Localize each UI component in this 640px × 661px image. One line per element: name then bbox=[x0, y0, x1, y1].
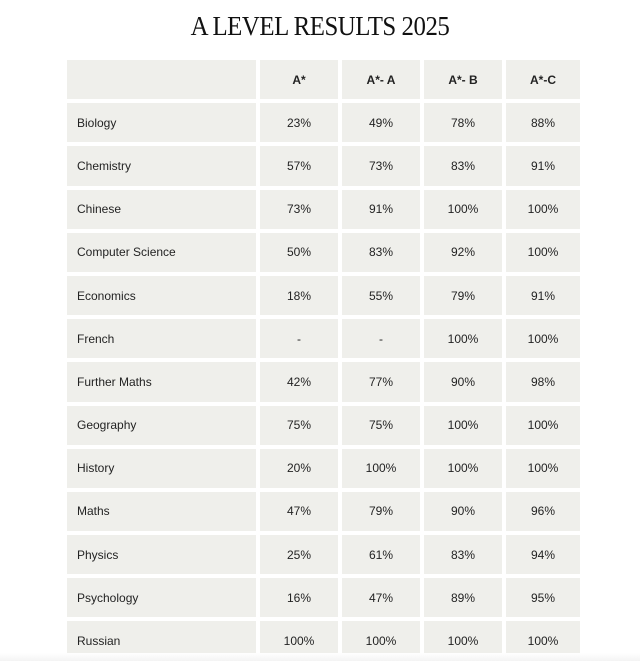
result-cell: 100% bbox=[506, 190, 580, 229]
result-cell: 47% bbox=[260, 492, 338, 531]
result-cell: 20% bbox=[260, 449, 338, 488]
result-cell: 94% bbox=[506, 535, 580, 574]
result-cell: 100% bbox=[424, 406, 502, 445]
results-table bbox=[67, 60, 577, 661]
result-cell: 100% bbox=[260, 621, 338, 660]
result-cell: 18% bbox=[260, 276, 338, 315]
result-cell: 79% bbox=[424, 276, 502, 315]
column-header-a-star-to-a: A*- A bbox=[342, 60, 420, 99]
result-cell: 100% bbox=[424, 190, 502, 229]
result-cell: 49% bbox=[342, 103, 420, 142]
result-cell: 61% bbox=[342, 535, 420, 574]
table-header-corner bbox=[67, 60, 256, 99]
result-cell: 90% bbox=[424, 492, 502, 531]
column-header-a-star-to-c: A*-C bbox=[506, 60, 580, 99]
result-cell: 73% bbox=[342, 146, 420, 185]
result-cell: 57% bbox=[260, 146, 338, 185]
subject-label: Physics bbox=[67, 535, 256, 574]
result-cell: 79% bbox=[342, 492, 420, 531]
result-cell: 83% bbox=[424, 535, 502, 574]
result-cell: - bbox=[260, 319, 338, 358]
result-cell: 100% bbox=[424, 449, 502, 488]
result-cell: 50% bbox=[260, 233, 338, 272]
result-cell: 90% bbox=[424, 362, 502, 401]
column-header-a-star-to-b: A*- B bbox=[424, 60, 502, 99]
subject-label: Biology bbox=[67, 103, 256, 142]
result-cell: 100% bbox=[342, 621, 420, 660]
result-cell: 100% bbox=[506, 319, 580, 358]
result-cell: 83% bbox=[424, 146, 502, 185]
subject-label: Geography bbox=[67, 406, 256, 445]
result-cell: 91% bbox=[342, 190, 420, 229]
result-cell: 91% bbox=[506, 276, 580, 315]
page-title: A LEVEL RESULTS 2025 bbox=[190, 11, 450, 41]
result-cell: 55% bbox=[342, 276, 420, 315]
result-cell: 77% bbox=[342, 362, 420, 401]
subject-label: French bbox=[67, 319, 256, 358]
result-cell: 100% bbox=[506, 449, 580, 488]
result-cell: 75% bbox=[260, 406, 338, 445]
result-cell: 75% bbox=[342, 406, 420, 445]
subject-label: Maths bbox=[67, 492, 256, 531]
subject-label: Economics bbox=[67, 276, 256, 315]
result-cell: 42% bbox=[260, 362, 338, 401]
subject-label: History bbox=[67, 449, 256, 488]
result-cell: 47% bbox=[342, 578, 420, 617]
result-cell: 100% bbox=[342, 449, 420, 488]
result-cell: 91% bbox=[506, 146, 580, 185]
result-cell: 25% bbox=[260, 535, 338, 574]
result-cell: 98% bbox=[506, 362, 580, 401]
subject-label: Chemistry bbox=[67, 146, 256, 185]
result-cell: 23% bbox=[260, 103, 338, 142]
result-cell: 100% bbox=[506, 621, 580, 660]
bottom-fade bbox=[0, 653, 640, 661]
subject-label: Psychology bbox=[67, 578, 256, 617]
result-cell: 83% bbox=[342, 233, 420, 272]
result-cell: 89% bbox=[424, 578, 502, 617]
result-cell: 100% bbox=[506, 406, 580, 445]
column-header-a-star: A* bbox=[260, 60, 338, 99]
subject-label: Further Maths bbox=[67, 362, 256, 401]
result-cell: 100% bbox=[424, 621, 502, 660]
result-cell: 92% bbox=[424, 233, 502, 272]
result-cell: 100% bbox=[424, 319, 502, 358]
result-cell: 100% bbox=[506, 233, 580, 272]
result-cell: 95% bbox=[506, 578, 580, 617]
result-cell: - bbox=[342, 319, 420, 358]
subject-label: Chinese bbox=[67, 190, 256, 229]
result-cell: 73% bbox=[260, 190, 338, 229]
subject-label: Russian bbox=[67, 621, 256, 660]
result-cell: 16% bbox=[260, 578, 338, 617]
result-cell: 96% bbox=[506, 492, 580, 531]
result-cell: 78% bbox=[424, 103, 502, 142]
result-cell: 88% bbox=[506, 103, 580, 142]
subject-label: Computer Science bbox=[67, 233, 256, 272]
